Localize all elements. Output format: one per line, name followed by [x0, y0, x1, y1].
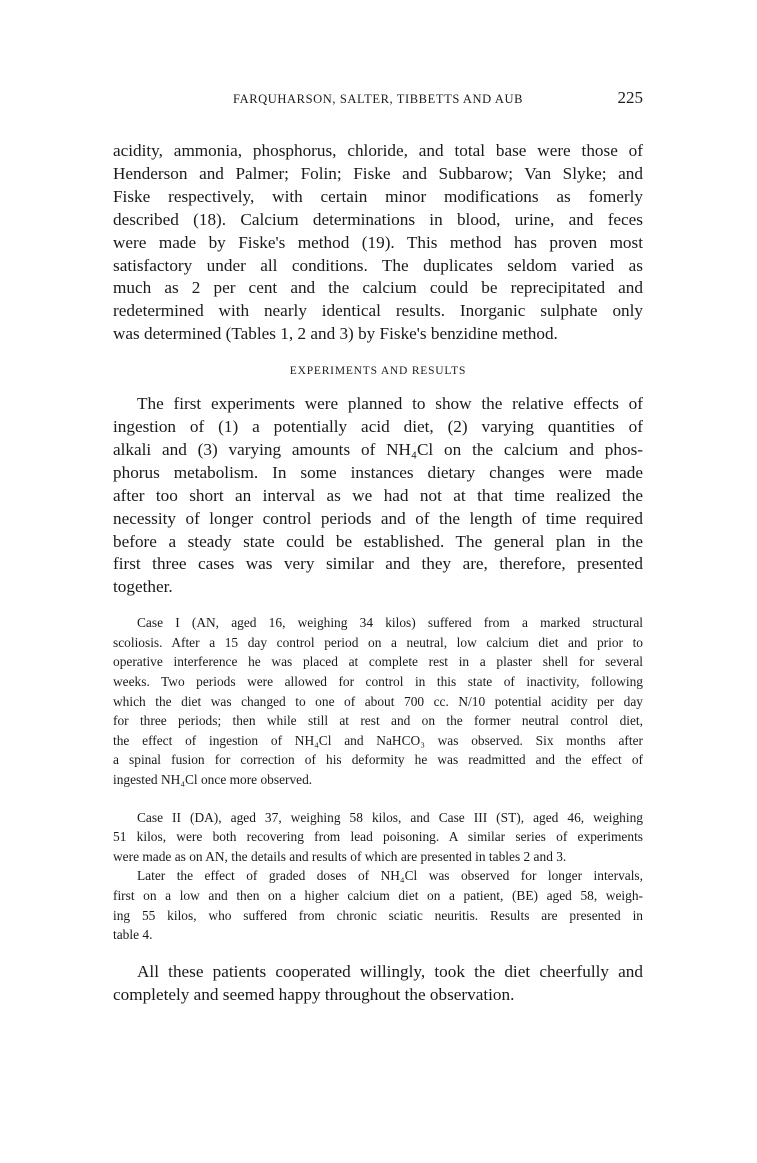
text-line: satisfactory under all conditions. The duplicates seldom varied as — [113, 255, 643, 275]
text-line: scoliosis. After a 15 day control period on a neutral, low calcium diet and prior to — [113, 634, 643, 650]
text-line: operative interference he was placed at complete rest in a plaster shell for several — [113, 654, 643, 670]
text-line: ingestion of (1) a potentially acid diet, (2) varying quantities of — [113, 416, 643, 436]
text-line: before a steady state could be established. The general plan in the — [113, 531, 643, 551]
document-page — [113, 88, 643, 1007]
text-line: for three periods; then while still at rest and on the former neutral control diet, — [113, 713, 643, 729]
text-line: together. — [113, 577, 173, 597]
text-line: The first experiments were planned to show the relative effects of — [137, 394, 643, 414]
paragraph-conclusion — [113, 961, 643, 1007]
text-line: ing 55 kilos, who suffered from chronic sciatic neuritis. Results are presented in — [113, 907, 643, 923]
text-line: Case II (DA), aged 37, weighing 58 kilos, and Case III (ST), aged 46, weighing — [137, 809, 643, 825]
text-line: completely and seemed happy throughout the observation. — [113, 984, 515, 1004]
text-line: acidity, ammonia, phosphorus, chloride, and total base were those of — [113, 141, 643, 160]
text-line: much as 2 per cent and the calcium could be reprecipitated and — [113, 278, 643, 298]
text-line: was determined (Tables 1, 2 and 3) by Fiske's benzidine method. — [113, 324, 558, 344]
section-heading: EXPERIMENTS AND RESULTS — [289, 365, 467, 378]
text-line: were made by Fiske's method (19). This method has proven most — [113, 232, 643, 252]
text-line: alkali and (3) varying amounts of NH₄Cl on the calcium and phos- — [113, 439, 643, 459]
paragraph-methods — [113, 140, 643, 346]
text-line: weeks. Two periods were allowed for control in this state of inactivity, following — [113, 674, 643, 689]
running-header — [113, 88, 643, 112]
text-line: were made as on AN, the details and results of which are presented in tables 2 and 3. — [113, 848, 567, 864]
text-line: which the diet was changed to one of about 700 cc. N/10 potential acidity per day — [113, 693, 643, 709]
text-line: a spinal fusion for correction of his deformity he was readmitted and the effect of — [113, 752, 643, 768]
text-line: first three cases was very similar and they are, therefore, presented — [113, 554, 643, 574]
text-line: Fiske respectively, with certain minor modifications as fomerly — [113, 186, 643, 206]
text-line: first on a low and then on a higher calcium diet on a patient, (BE) aged 58, weigh- — [113, 887, 643, 903]
text-line: 51 kilos, were both recovering from lead poisoning. A similar series of experiments — [113, 829, 643, 845]
text-line: redetermined with nearly identical results. Inorganic sulphate only — [113, 301, 643, 321]
paragraph-case-1 — [113, 613, 643, 789]
text-line: table 4. — [113, 927, 153, 943]
paragraph-case-2-3 — [113, 808, 643, 867]
text-line: All these patients cooperated willingly, took the diet cheerfully and — [137, 961, 643, 981]
text-line: described (18). Calcium determinations in blood, urine, and feces — [113, 209, 643, 229]
text-line: the effect of ingestion of NH₄Cl and NaHCO₃ was observed. Six months after — [113, 732, 643, 748]
text-line: ingested NH₄Cl once more observed. — [113, 771, 313, 787]
paragraph-case-be — [113, 866, 643, 944]
page-number: 225 — [617, 88, 643, 107]
running-title: FARQUHARSON, SALTER, TIBBETTS AND AUB — [232, 92, 524, 106]
text-line: necessity of longer control periods and of the length of time required — [113, 508, 643, 528]
paragraph-experiments — [113, 393, 643, 599]
text-line: Later the effect of graded doses of NH₄Cl was observed for longer intervals, — [137, 868, 643, 884]
text-line: Case I (AN, aged 16, weighing 34 kilos) suffered from a marked structural — [137, 615, 643, 631]
text-line: phorus metabolism. In some instances dietary changes were made — [113, 462, 643, 482]
text-line: after too short an interval as we had not at that time realized the — [113, 485, 643, 505]
text-line: Henderson and Palmer; Folin; Fiske and Subbarow; Van Slyke; and — [113, 163, 643, 183]
